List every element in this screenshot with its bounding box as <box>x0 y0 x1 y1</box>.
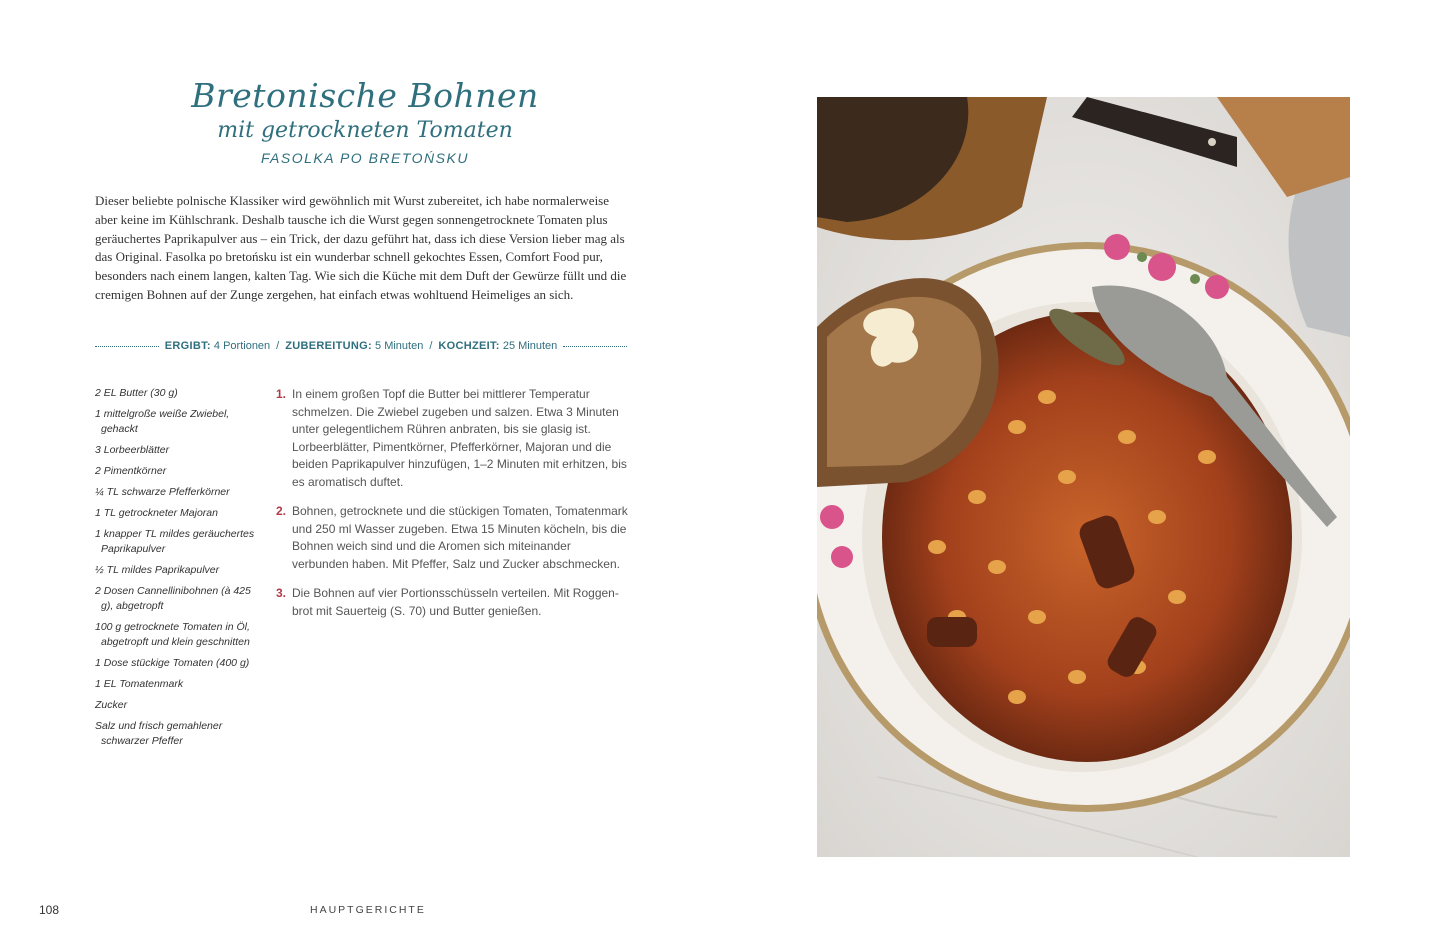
step-list <box>276 386 628 632</box>
step-number: 2. <box>276 504 287 518</box>
ingredient-item: 1 mittelgroße weiße Zwiebel, gehackt <box>95 408 230 435</box>
cook-label: KOCHZEIT: <box>438 340 500 352</box>
ingredient-item: 1 EL Tomatenmark <box>95 678 184 690</box>
recipe-polish-name: FASOLKA PO BRETOŃSKU <box>261 150 469 166</box>
ingredient-item: 1 TL getrockneter Majoran <box>95 507 218 519</box>
ingredient-item: 100 g getrocknete Tomaten in Öl, abgetropft und klein geschnitten <box>95 621 250 648</box>
step-text: In einem großen Topf die Butter bei mittlerer Temperatur schmelzen. Die Zwiebel zugeben und salzen. Etwa 3 Minuten unter gelegentlichem Rühren anbraten, bis sie glasig ist. Lorbeerblätter, Pimentkörner, Pfefferkörner, Majoran und die beiden Paprikapulver hinzufügen, 1–2 Minuten mit erhitzen, bis es aromatisch duftet. <box>292 387 627 489</box>
yield-label: ERGIBT: <box>164 340 211 352</box>
meta-separator: / <box>276 340 280 352</box>
recipe-intro: Dieser beliebte polnische Klassiker wird gewöhnlich mit Wurst zubereitet, ich habe normalerweise aber keine im Kühlschrank. Deshalb tausche ich die Wurst gegen sonnengetrocknete Tomaten plus geräuchertes Paprikapulver aus – ein Trick, der dazu geführt hat, dass ich diese Version lieber mag als das Original. Fasolka po bretońsku ist ein wunderbar schnell gekochtes Essen, Comfort Food pur, besonders nach einem langen, kalten Tag. Wie sich die Küche mit dem Duft der Gewürze füllt und die cremigen Bohnen auf der Zunge zergehen, hat einfach etwas wohltuend Heimeliges an sich. <box>95 193 627 302</box>
cook-value: 25 Minuten <box>502 340 558 352</box>
ingredient-item: 1 knapper TL mildes geräuchertes Paprikapulver <box>95 528 255 555</box>
ingredient-item: 2 Pimentkörner <box>95 465 167 477</box>
step-text: Bohnen, getrocknete und die stückigen Tomaten, Tomatenmark und 250 ml Wasser zugeben. Etwa 15 Minuten köcheln, bis die Bohnen weich sind und die Aromen sich miteinander verbunden haben. Mit Pfeffer, Salz und Zucker abschmecken. <box>292 504 628 571</box>
step-text: Die Bohnen auf vier Portionsschüsseln verteilen. Mit Roggenbrot mit Sauerteig (S. 70) und Butter genießen. <box>292 586 619 618</box>
page-number: 108 <box>39 903 60 917</box>
ingredient-item: 2 Dosen Cannellinibohnen (à 425 g), abgetropft <box>95 585 251 612</box>
step-item <box>276 386 628 491</box>
recipe-photo-illustration <box>817 97 1350 857</box>
recipe-title-block <box>95 76 635 166</box>
yield-value: 4 Portionen <box>213 340 271 352</box>
section-name: HAUPTGERICHTE <box>310 904 426 916</box>
ingredient-item: 1 Dose stückige Tomaten (400 g) <box>95 657 250 669</box>
ingredient-item: 2 EL Butter (30 g) <box>95 387 178 399</box>
meta-dotted-rule-right <box>563 346 627 347</box>
recipe-subtitle: mit getrockneten Tomaten <box>217 118 513 143</box>
ingredient-item: 3 Lorbeerblätter <box>95 444 170 456</box>
step-item <box>276 585 628 620</box>
ingredient-item: ½ TL mildes Paprikapulver <box>95 564 220 576</box>
prep-value: 5 Minuten <box>375 340 424 352</box>
ingredient-item: Zucker <box>95 699 128 711</box>
ingredient-list <box>95 386 260 755</box>
recipe-title: Bretonische Bohnen <box>191 76 539 115</box>
prep-label: ZUBEREITUNG: <box>285 340 372 352</box>
ingredient-item: ¼ TL schwarze Pfefferkörner <box>95 486 230 498</box>
recipe-photo <box>817 97 1350 857</box>
step-item <box>276 503 628 573</box>
meta-separator: / <box>429 340 433 352</box>
ingredient-item: Salz und frisch gemahlener schwarzer Pfeffer <box>95 720 223 747</box>
recipe-meta <box>95 337 627 355</box>
step-number: 3. <box>276 586 287 600</box>
meta-dotted-rule-left <box>95 346 159 347</box>
step-number: 1. <box>276 387 287 401</box>
